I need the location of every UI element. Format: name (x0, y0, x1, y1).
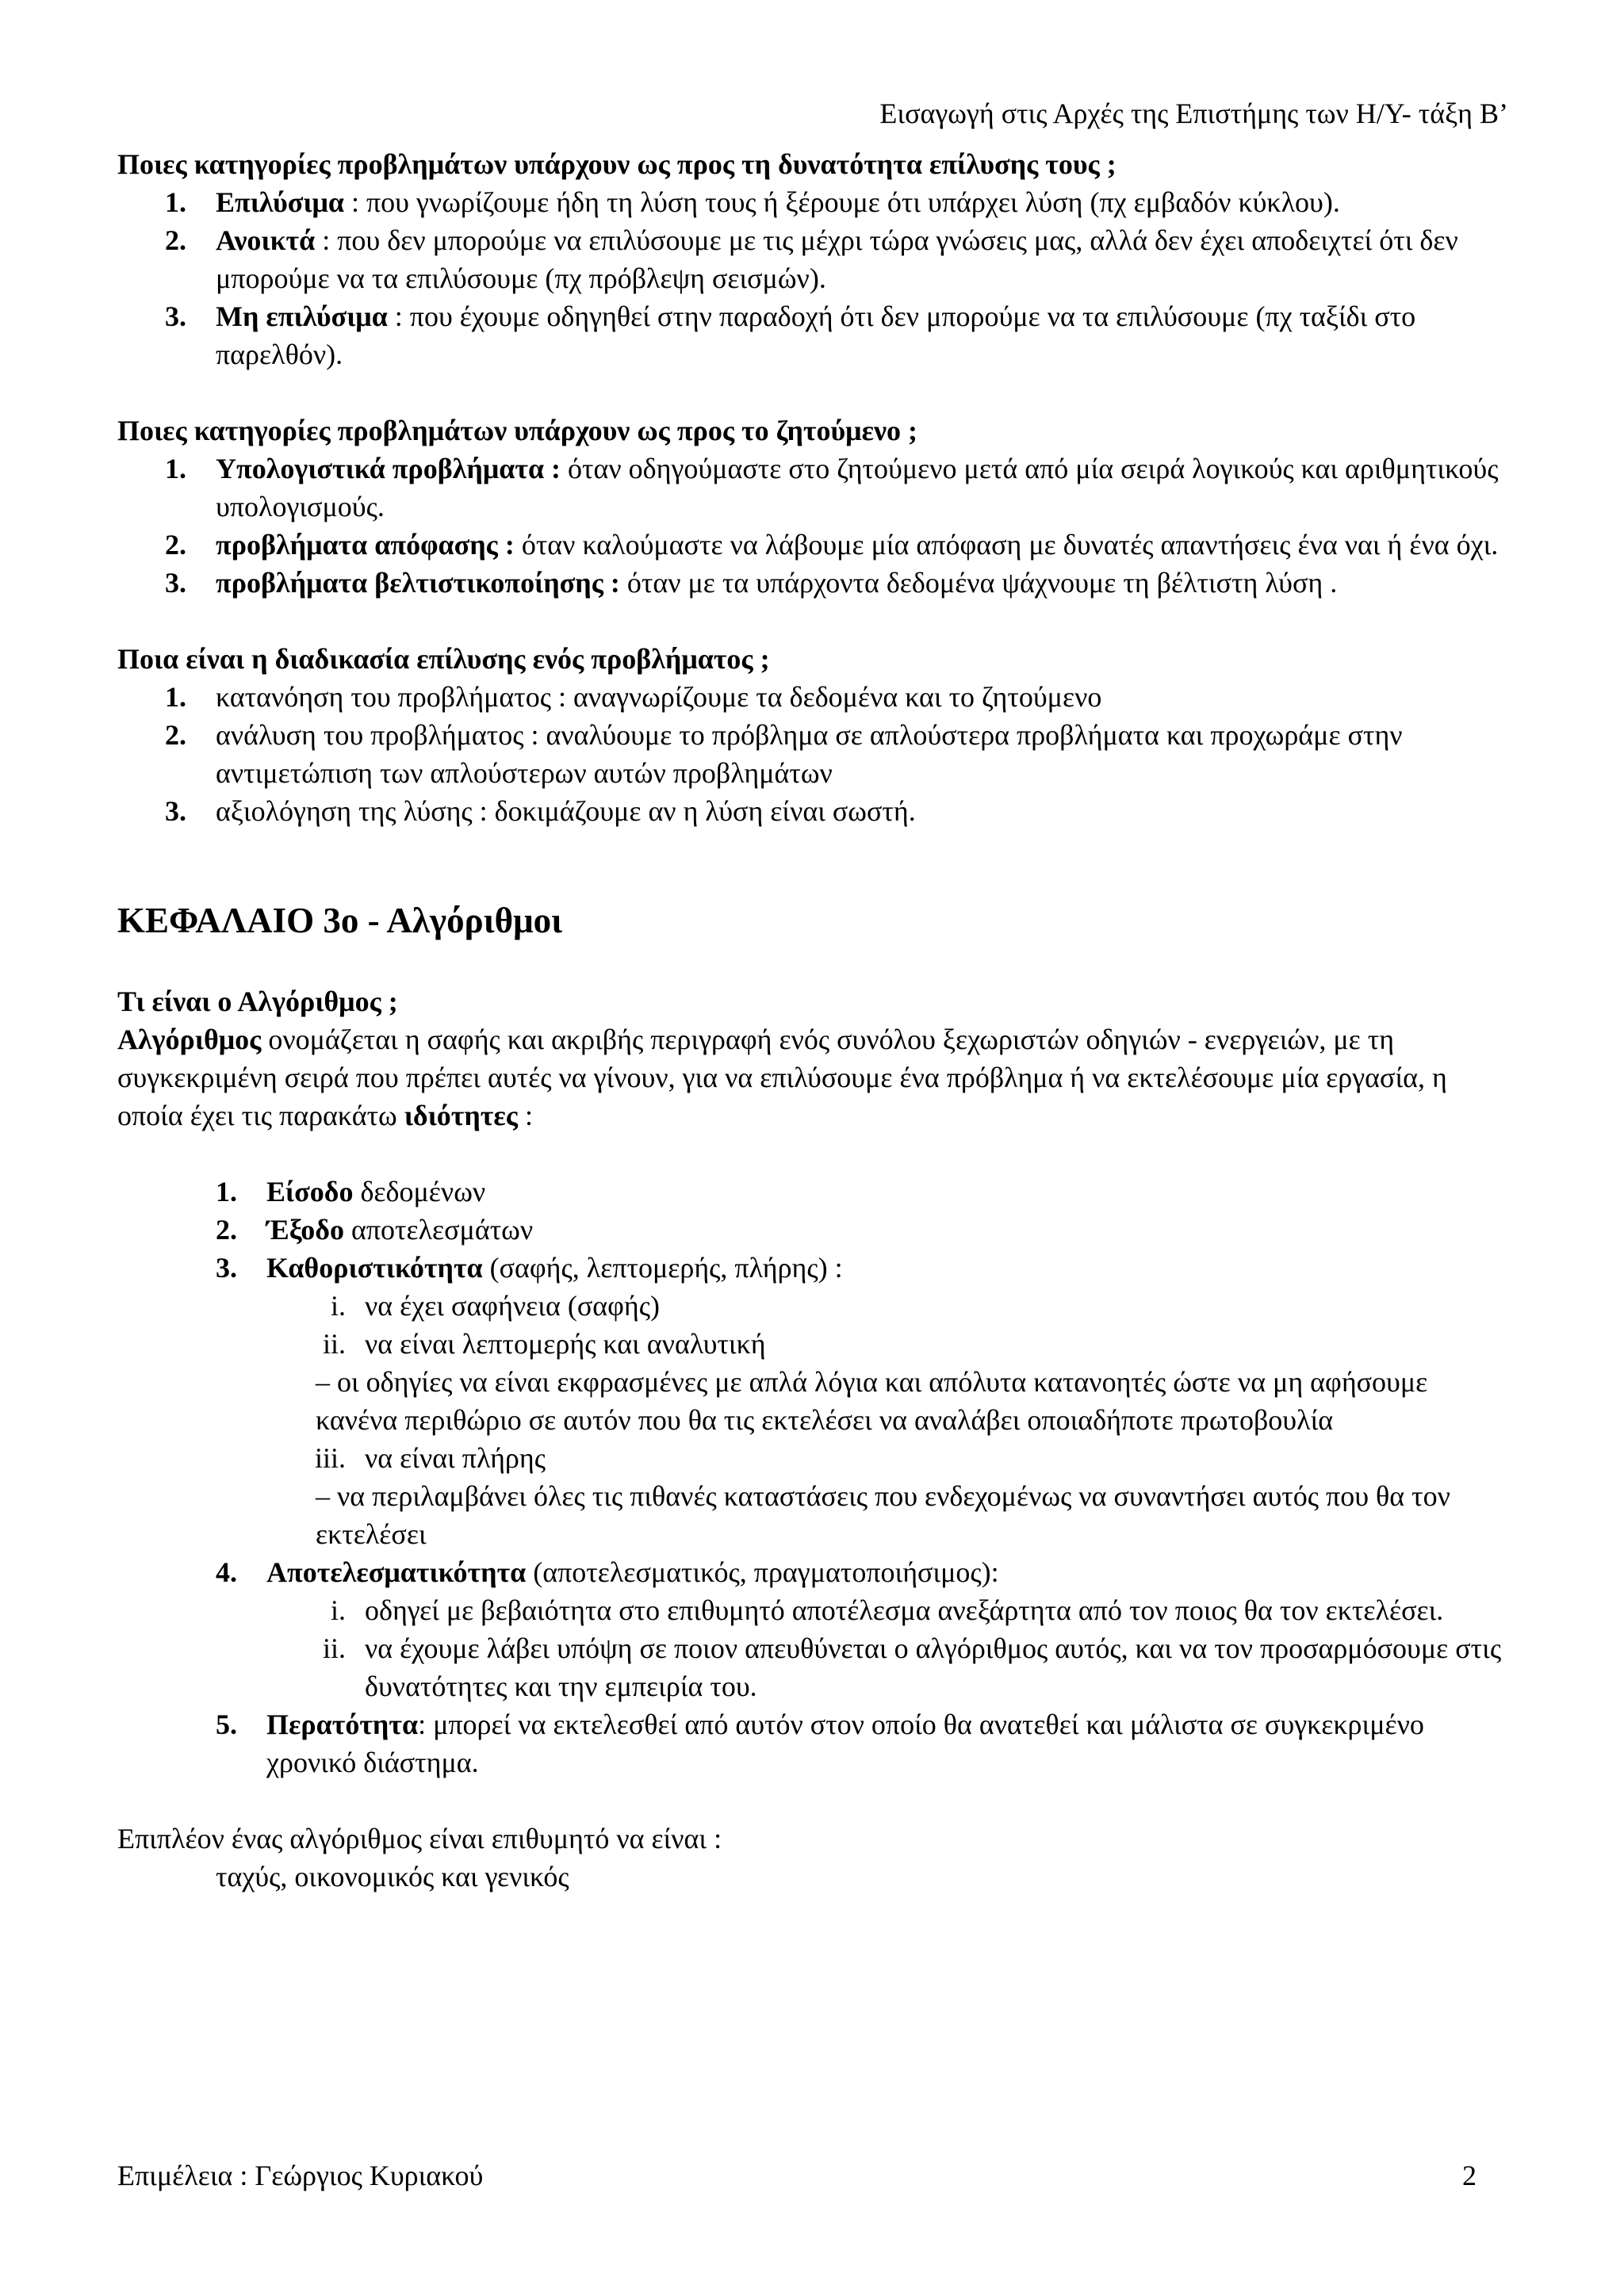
sub-item: ii. να είναι λεπτομερής και αναλυτική (322, 1328, 766, 1360)
footer-author: Επιμέλεια : Γεώργιος Κυριακού (117, 2160, 484, 2191)
term: Αποτελεσματικότητα (266, 1556, 527, 1588)
extra-line: Επιπλέον ένας αλγόριθμος είναι επιθυμητό να είναι : (117, 1823, 722, 1854)
question-heading: Τι είναι ο Αλγόριθμος ; (117, 985, 398, 1017)
property-item: 1. Είσοδο δεδομένων (216, 1176, 486, 1207)
extra-block (117, 1820, 1513, 1896)
term: Περατότητα (266, 1709, 419, 1740)
sub-list (266, 1439, 1513, 1477)
definition-paragraph: Αλγόριθμος ονομάζεται η σαφής και ακριβής περιγραφή ενός συνόλου ξεχωριστών οδηγιών - ενεργειών, με τη συγκεκριμένη σειρά που πρέπει αυτές να γίνουν, για να επιλύσουμε ένα πρόβλημα ή να εκτελέσουμε μία εργασία, η οποία έχει τις παρακάτω ιδιότητες : (117, 1024, 1447, 1131)
numbered-list (117, 183, 1513, 373)
properties-list (117, 1173, 1513, 1781)
page-header: Εισαγωγή στις Αρχές της Επιστήμης των Η/Υ- τάξη Β’ (879, 98, 1508, 129)
section-solvability (117, 145, 1513, 373)
list-item: 2. ανάλυση του προβλήματος : αναλύουμε το πρόβλημα σε απλούστερα προβλήματα και προχωράμε στην αντιμετώπιση των απλούστερων αυτών προβλημάτων (165, 719, 1403, 789)
sub-item: iii. να είναι πλήρης (314, 1442, 546, 1474)
question-heading: Ποια είναι η διαδικασία επίλυσης ενός προβλήματος ; (117, 643, 770, 675)
term: Ανοικτά (216, 224, 316, 256)
definition-block (117, 982, 1513, 1135)
sub-list (266, 1591, 1513, 1705)
term: προβλήματα βελτιστικοποίησης : (216, 567, 620, 599)
list-item: 1. Επιλύσιμα : που γνωρίζουμε ήδη τη λύση τους ή ξέρουμε ότι υπάρχει λύση (πχ εμβαδόν κύκλου). (165, 186, 1340, 218)
sub-note: – οι οδηγίες να είναι εκφρασμένες με απλά λόγια και απόλυτα κατανοητές ώστε να μη αφήσουμε κανένα περιθώριο σε αυτόν που θα τις εκτελέσει να αναλάβει οποιαδήποτε πρωτοβουλία (316, 1366, 1428, 1436)
term: Επιλύσιμα (216, 186, 344, 218)
property-item: 5. Περατότητα: μπορεί να εκτελεσθεί από αυτόν στον οποίο θα ανατεθεί και μάλιστα σε συγκεκριμένο χρονικό διάστημα. (216, 1709, 1424, 1778)
term: Είσοδο (266, 1176, 354, 1207)
section-goal (117, 411, 1513, 602)
term: Καθοριστικότητα (266, 1252, 483, 1284)
list-item: 3. αξιολόγηση της λύσης : δοκιμάζουμε αν η λύση είναι σωστή. (165, 795, 916, 827)
sub-note: – να περιλαμβάνει όλες τις πιθανές καταστάσεις που ενδεχομένως να συναντήσει αυτός που θα τον εκτελέσει (316, 1480, 1450, 1550)
term: Μη επιλύσιμα (216, 300, 388, 332)
term: προβλήματα απόφασης : (216, 529, 515, 561)
list-item: 1. Υπολογιστικά προβλήματα : όταν οδηγούμαστε στο ζητούμενο μετά από μία σειρά λογικούς και αριθμητικούς υπολογισμούς. (165, 453, 1499, 522)
page-content (117, 145, 1513, 1896)
question-heading: Ποιες κατηγορίες προβλημάτων υπάρχουν ως προς το ζητούμενο ; (117, 415, 918, 446)
list-item: 3. προβλήματα βελτιστικοποίησης : όταν με τα υπάρχοντα δεδομένα ψάχνουμε τη βέλτιστη λύση . (165, 567, 1338, 599)
property-item: 2. Έξοδο αποτελεσμάτων (216, 1214, 534, 1246)
sub-item: i. οδηγεί με βεβαιότητα στο επιθυμητό αποτέλεσμα ανεξάρτητα από τον ποιος θα τον εκτελέσει. (330, 1594, 1444, 1626)
property-item: 3. Καθοριστικότητα (σαφής, λεπτομερής, πλήρης) : i. να έχει σαφήνεια (σαφής) ii. να είναι λεπτομερής και αναλυτική – οι οδηγίες να είναι εκφρασμένες με απλά λόγια και απόλυτα κατανοητές ώστε να μη αφήσουμε κανένα περιθώριο σε αυτόν που θα τις εκτελέσει να αναλάβει οποιαδήποτε πρωτοβουλία iii. να είναι πλήρης – να περιλαμβάνει όλες τις πιθανές καταστάσεις που ενδεχομένως να συναντήσει αυτός που θα τον εκτελέσει (117, 1249, 1513, 1553)
term: Αλγόριθμος (117, 1024, 262, 1055)
list-item: 1. κατανόηση του προβλήματος : αναγνωρίζουμε τα δεδομένα και το ζητούμενο (165, 681, 1102, 713)
sub-item: ii. να έχουμε λάβει υπόψη σε ποιον απευθύνεται ο αλγόριθμος αυτός, και να τον προσαρμόσουμε στις δυνατότητες και την εμπειρία του. (322, 1632, 1502, 1702)
term: Έξοδο (266, 1214, 344, 1246)
list-item: 2. Ανοικτά : που δεν μπορούμε να επιλύσουμε με τις μέχρι τώρα γνώσεις μας, αλλά δεν έχει αποδειχτεί ότι δεν μπορούμε να τα επιλύσουμε (πχ πρόβλεψη σεισμών). (165, 224, 1458, 294)
section-process (117, 640, 1513, 830)
question-heading: Ποιες κατηγορίες προβλημάτων υπάρχουν ως προς τη δυνατότητα επίλυσης τους ; (117, 148, 1116, 180)
list-item: 3. Μη επιλύσιμα : που έχουμε οδηγηθεί στην παραδοχή ότι δεν μπορούμε να τα επιλύσουμε (πχ ταξίδι στο παρελθόν). (165, 300, 1416, 370)
extra-line: ταχύς, οικονομικός και γενικός (216, 1861, 569, 1892)
page-number: 2 (1462, 2160, 1477, 2191)
numbered-list (117, 678, 1513, 830)
term: Υπολογιστικά προβλήματα : (216, 453, 561, 484)
chapter-heading: ΚΕΦΑΛΑΙΟ 3ο - Αλγόριθμοι (117, 901, 563, 940)
properties-word: ιδιότητες (404, 1100, 518, 1131)
sub-item: i. να έχει σαφήνεια (σαφής) (330, 1290, 660, 1322)
property-item: 4. Αποτελεσματικότητα (αποτελεσματικός, πραγματοποιήσιμος): i. οδηγεί με βεβαιότητα στο επιθυμητό αποτέλεσμα ανεξάρτητα από τον ποιος θα τον εκτελέσει. ii. να έχουμε λάβει υπόψη σε ποιον απευθύνεται ο αλγόριθμος αυτός, και να τον προσαρμόσουμε στις δυνατότητες και την εμπειρία του. (117, 1553, 1513, 1705)
numbered-list (117, 450, 1513, 602)
sub-list (266, 1287, 1513, 1363)
list-item: 2. προβλήματα απόφασης : όταν καλούμαστε να λάβουμε μία απόφαση με δυνατές απαντήσεις ένα ναι ή ένα όχι. (165, 529, 1499, 561)
